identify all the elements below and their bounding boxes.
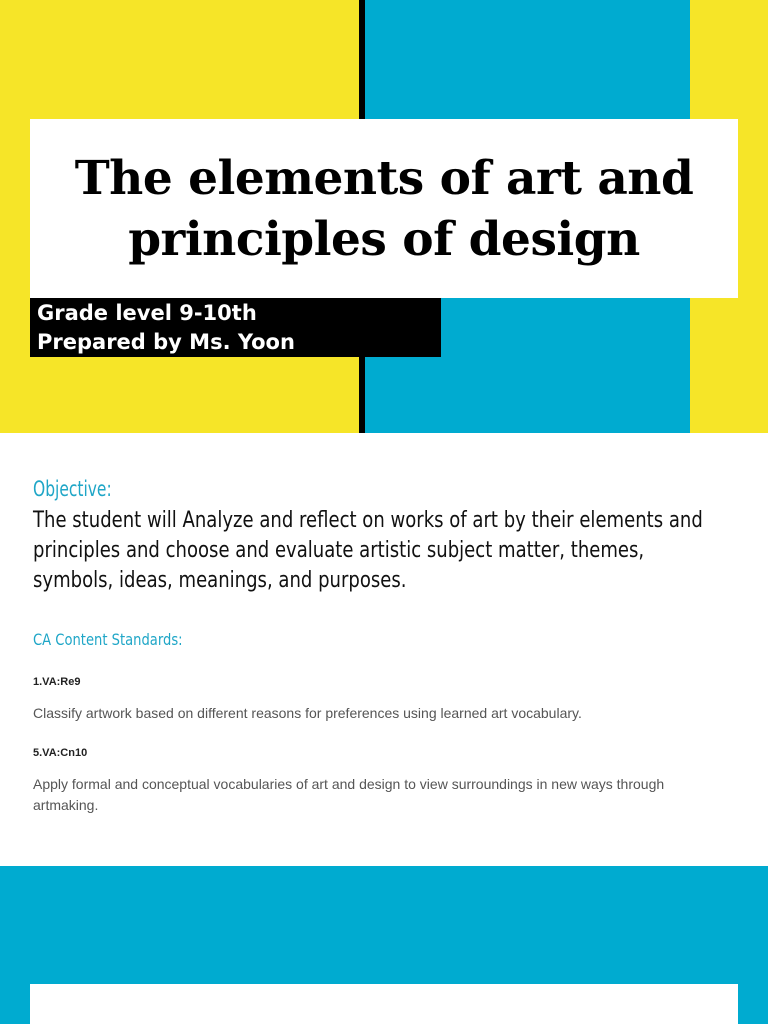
standard-description: Classify artwork based on different reasons for preferences using learned art vocabulary. [33, 705, 582, 721]
title-box [30, 119, 738, 298]
standards-heading: CA Content Standards: [33, 630, 183, 649]
objective-body: The student will Analyze and reflect on works of art by their elements and principles and choose and evaluate artistic subject matter, themes, symbols, ideas, meanings, and purposes. [33, 508, 703, 593]
objective-slide [0, 433, 768, 866]
title-slide [0, 0, 768, 433]
slide-title [75, 148, 694, 270]
next-slide-title-box [30, 984, 738, 1024]
title-line-2: principles of design [128, 211, 640, 267]
prepared-by-text: Prepared by Ms. Yoon [37, 330, 295, 354]
grade-level-text: Grade level 9-10th [37, 301, 257, 325]
title-line-1: The elements of art and [74, 150, 694, 206]
standard-code: 5.VA:Cn10 [33, 747, 88, 759]
objective-heading: Objective: [33, 477, 112, 501]
standard-code: 1.VA:Re9 [33, 676, 81, 688]
standard-description: Apply formal and conceptual vocabularies of art and design to view surroundings in new ways through artmaking. [33, 776, 665, 813]
next-slide [0, 866, 768, 1024]
subtitle-box [30, 298, 441, 357]
